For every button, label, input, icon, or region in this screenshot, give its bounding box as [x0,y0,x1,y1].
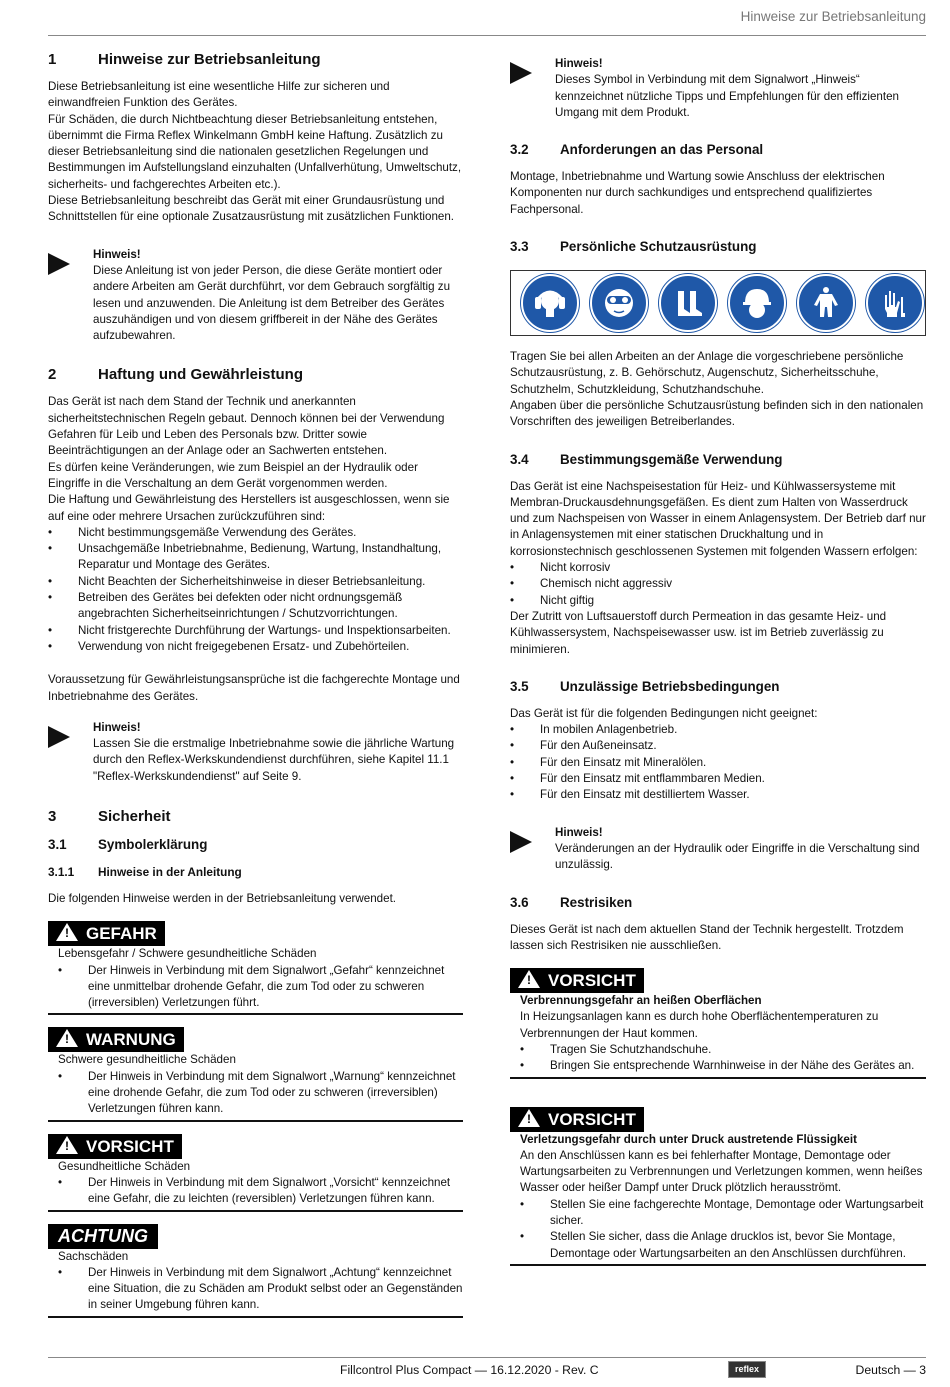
list-item: • Für den Einsatz mit destilliertem Wasser. [510,787,926,803]
note-title: Hinweis! [555,825,603,839]
note-block [510,56,926,121]
note-arrow-icon [510,56,555,121]
section-title: Haftung und Gewährleistung [98,366,303,384]
paragraph: Angaben über die persönliche Schutzausrüstung befinden sich in den nationalen Vorschriften des jeweiligen Betreiberlandes. [510,398,924,429]
signal-word: VORSICHT [86,1136,174,1156]
section-3-heading [48,807,463,827]
section-number: 3.1 [48,836,67,852]
hard-hat-icon [728,274,786,332]
signal-word: VORSICHT [548,1109,636,1129]
safety-shoes-icon [659,274,717,332]
signal-block-gefahr [48,921,463,1015]
list-item: • Der Hinweis in Verbindung mit dem Signalwort „Gefahr“ kennzeichnet eine unmittelbar drohende Gefahr, die zum Tod oder zu schweren (irreversiblen) Verletzungen führt. [58,963,463,1012]
page-footer [48,1357,926,1387]
warning-triangle-icon: ! [518,970,540,988]
paragraph: Die Haftung und Gewährleistung des Herstellers ist ausgeschlossen, wenn sie auf eine oder mehrere Ursachen zurückzuführen sind: [48,493,450,523]
signal-block-vorsicht [48,1134,463,1212]
paragraph: Montage, Inbetriebnahme und Wartung sowie Anschluss der elektrischen Komponenten nur durch sachkundiges und entsprechend qualifiziertes Fachpersonal. [510,170,885,216]
warning-triangle-icon: ! [518,1109,540,1127]
page-header [0,0,950,36]
footer-document-info: Fillcontrol Plus Compact — 16.12.2020 - Rev. C [340,1363,599,1377]
signal-word: VORSICHT [548,971,636,991]
signal-badge [48,1134,182,1159]
warning-subtitle: Verbrennungsgefahr an heißen Oberflächen [520,994,762,1008]
list-item: • Chemisch nicht aggressiv [510,576,926,592]
signal-word: GEFAHR [86,924,157,944]
paragraph: Das Gerät ist nach dem Stand der Technik und anerkannten sicherheitstechnischen Regeln gebaut. Dennoch können bei der Verwendung Gefahren für Leib und Leben des Personals bzw. Dritter sowie Beeinträchtigungen an der Anlage oder an Sachwerten entstehen. [48,395,445,458]
section-2-heading [48,365,463,385]
section-title: Restrisiken [560,894,633,910]
section-number: 3.5 [510,678,529,694]
note-text: Lassen Sie die erstmalige Inbetriebnahme sowie die jährliche Wartung durch den Reflex-Werkskundendienst durchführen, siehe Kapitel 11.1 "Reflex-Werkskundendienst" auf Seite 9. [93,737,455,783]
list-item: • Betreiben des Gerätes bei defekten oder nicht ordnungsgemäß angebrachten Sicherheitseinrichtungen / Schutzvorrichtungen. [48,590,463,623]
right-column [510,56,926,1266]
list-item: • Unsachgemäße Inbetriebnahme, Bedienung, Wartung, Instandhaltung, Reparatur und Montage des Gerätes. [48,541,463,574]
signal-subtitle: Sachschäden [58,1249,129,1263]
note-title: Hinweis! [93,720,141,734]
signal-badge [48,1027,184,1052]
section-title: Symbolerklärung [98,836,208,852]
list-item: • Nicht korrosiv [510,560,926,576]
list-item: • Nicht giftig [510,593,926,609]
water-type-list [510,560,926,609]
paragraph: Diese Betriebsanleitung ist eine wesentliche Hilfe zur sicheren und einwandfreien Funktion des Gerätes. [48,80,390,110]
warning-triangle-icon: ! [56,1029,78,1047]
section-3-1-1-heading [48,864,463,880]
note-arrow-icon [48,247,93,345]
ear-protection-icon [521,274,579,332]
paragraph: Tragen Sie bei allen Arbeiten an der Anlage die vorgeschriebene persönliche Schutzausrüstung, z. B. Gehörschutz, Augenschutz, Sicherheitsschuhe, Schutzhelm, Schutzkleidung, Schutzhandschuhe. [510,350,904,396]
signal-word: WARNUNG [86,1030,176,1050]
note-title: Hinweis! [555,57,603,70]
warning-subtitle: Verletzungsgefahr durch unter Druck austretende Flüssigkeit [520,1132,857,1146]
left-column [48,50,463,1318]
ppe-icon-strip [510,270,926,336]
section-number: 3.3 [510,239,529,255]
footer-page-number: Deutsch — 3 [855,1363,926,1377]
section-title: Unzulässige Betriebsbedingungen [560,678,780,694]
signal-badge [510,1107,644,1132]
signal-block-warnung [48,1027,463,1121]
paragraph: Es dürfen keine Veränderungen, wie zum Beispiel an der Hydraulik oder Eingriffe in die Verschaltung an dem Gerät vorgenommen werden. [48,460,418,490]
section-3-3-heading [510,238,926,256]
gloves-icon [866,274,924,332]
paragraph: Das Gerät ist eine Nachspeisestation für Heiz- und Kühlwassersysteme mit Membran-Druckausdehnungsgefäßen. Es dient zum Halten von Wasserdruck und zum Nachspeisen von Wasser in einem Anlagensystem. Der Betrieb darf nur in Anlagensystemen mit einer statischen Druckhaltung und in korrosionstechnisch geschlossenen Systemen mit folgenden Wassern erfolgen: [510,479,926,558]
paragraph: Voraussetzung für Gewährleistungsansprüche ist die fachgerechte Montage und Inbetriebnahme des Gerätes. [48,673,460,703]
note-text: Dieses Symbol in Verbindung mit dem Signalwort „Hinweis“ kennzeichnet nützliche Tipps und Empfehlungen für den effizienten Umgang mit dem Produkt. [555,73,899,119]
section-3-6-heading [510,894,926,912]
warning-text: In Heizungsanlagen kann es durch hohe Oberflächentemperaturen zu Verbrennungen der Haut kommen. [520,1010,879,1040]
list-item: • Nicht fristgerechte Durchführung der Wartungs- und Inspektionsarbeiten. [48,623,463,639]
section-title: Sicherheit [98,807,171,825]
signal-subtitle: Schwere gesundheitliche Schäden [58,1053,236,1067]
list-item: • Bringen Sie entsprechende Warnhinweise in der Nähe des Gerätes an. [520,1058,926,1074]
note-text: Veränderungen an der Hydraulik oder Eingriffe in die Verschaltung sind unzulässig. [555,841,920,872]
paragraph: Diese Betriebsanleitung beschreibt das Gerät mit einer Grundausrüstung und Schnittstellen für eine optionale Zusatzausrüstung mit zusätzlichen Funktionen. [48,194,455,224]
reflex-logo: reflex [728,1361,766,1378]
section-3-5-heading [510,678,926,696]
list-item: • Verwendung von nicht freigegebenen Ersatz- und Zubehörteilen. [48,639,463,655]
warning-block-pressure [510,1107,926,1266]
note-block [48,247,463,345]
list-item: • Für den Außeneinsatz. [510,738,926,754]
list-item: • Stellen Sie sicher, dass die Anlage drucklos ist, bevor Sie Montage, Demontage oder Wartungsarbeiten an den Anschlüssen durchführen. [520,1229,926,1262]
paragraph: Der Zutritt von Luftsauerstoff durch Permeation in das gesamte Heiz- und Kühlwassersystem, Nachspeisewasser usw. ist im Betrieb zuverlässig zu minimieren. [510,609,887,656]
signal-word: ACHTUNG [58,1225,148,1246]
note-block [48,720,463,785]
note-title: Hinweis! [93,247,141,261]
section-title: Anforderungen an das Personal [560,142,764,158]
list-item: • Der Hinweis in Verbindung mit dem Signalwort „Vorsicht“ kennzeichnet eine Gefahr, die zu leichten (reversiblen) Verletzungen führen kann. [58,1175,463,1208]
note-arrow-icon [48,720,93,785]
list-item: • Stellen Sie eine fachgerechte Montage, Demontage oder Wartungsarbeit sicher. [520,1197,926,1230]
conditions-list [510,722,926,803]
section-3-4-heading [510,451,926,469]
signal-subtitle: Gesundheitliche Schäden [58,1159,191,1173]
list-item: • Für den Einsatz mit entflammbaren Medien. [510,771,926,787]
signal-badge [48,1224,158,1249]
section-title: Persönliche Schutzausrüstung [560,239,757,255]
header-title: Hinweise zur Betriebsanleitung [740,9,926,24]
goggles-icon [590,274,648,332]
note-block [510,825,926,874]
section-title: Hinweise zur Betriebsanleitung [98,51,321,68]
signal-block-achtung [48,1224,463,1318]
section-number: 1 [48,51,57,68]
list-item: • Für den Einsatz mit Mineralölen. [510,755,926,771]
list-item: • Der Hinweis in Verbindung mit dem Signalwort „Warnung“ kennzeichnet eine drohende Gefahr, die zum Tod oder zu schweren (irreversiblen) Verletzungen führen kann. [58,1069,463,1118]
section-1-heading [48,50,463,70]
header-divider [48,35,926,36]
warning-text: An den Anschlüssen kann es bei fehlerhafter Montage, Demontage oder Wartungsarbeiten zu Verbrennungen und Verletzungen kommen, wenn heißes Wasser oder heißer Dampf unter Druck plötzlich herausströmt. [520,1148,923,1195]
signal-subtitle: Lebensgefahr / Schwere gesundheitliche Schäden [58,947,317,961]
section-3-1-heading [48,836,463,854]
list-item: • Nicht Beachten der Sicherheitshinweise in dieser Betriebsanleitung. [48,574,463,590]
paragraph: Die folgenden Hinweise werden in der Betriebsanleitung verwendet. [48,891,397,905]
note-text: Diese Anleitung ist von jeder Person, die diese Geräte montiert oder andere Arbeiten am Gerät durchführt, vor dem Gebrauch sorgfältig zu lesen und anzuwenden. Die Anleitung ist dem Betreiber des Gerätes auszuhändigen und von diesem griffbereit in der Nähe des Gerätes aufzubewahren. [93,263,451,343]
list-item: • Nicht bestimmungsgemäße Verwendung des Gerätes. [48,525,463,541]
list-item: • Der Hinweis in Verbindung mit dem Signalwort „Achtung“ kennzeichnet eine Situation, die zu Schäden am Produkt selbst oder an Gegenständen in seiner Umgebung führen kann. [58,1265,463,1314]
section-title: Hinweise in der Anleitung [98,864,242,879]
note-arrow-icon [510,825,555,874]
section-number: 3.6 [510,894,529,910]
section-number: 3.2 [510,142,529,158]
protective-clothing-icon [797,274,855,332]
signal-badge [510,968,644,993]
paragraph: Dieses Gerät ist nach dem aktuellen Stand der Technik hergestellt. Trotzdem lassen sich Restrisiken nie ausschließen. [510,922,904,952]
warning-triangle-icon: ! [56,1136,78,1154]
signal-badge [48,921,165,946]
liability-list [48,525,463,655]
section-title: Bestimmungsgemäße Verwendung [560,451,783,467]
section-number: 3 [48,807,57,825]
section-number: 2 [48,366,57,384]
section-number: 3.1.1 [48,864,75,879]
section-3-2-heading [510,141,926,159]
warning-block-burns [510,968,926,1078]
warning-triangle-icon: ! [56,923,78,941]
section-number: 3.4 [510,451,529,467]
list-item: • Tragen Sie Schutzhandschuhe. [520,1042,926,1058]
paragraph: Das Gerät ist für die folgenden Bedingungen nicht geeignet: [510,706,818,720]
list-item: • In mobilen Anlagenbetrieb. [510,722,926,738]
footer-divider [48,1357,926,1358]
paragraph: Für Schäden, die durch Nichtbeachtung dieser Betriebsanleitung entstehen, übernimmt die Firma Reflex Winkelmann GmbH keine Haftung. Zusätzlich zu dieser Betriebsanleitung sind die nationalen gesetzlichen Regelungen und Bestimmungen im Aufstellungsland einzuhalten (Unfallverhütung, Umweltschutz, sicherheits- und fachgerechtes Arbeiten etc.). [48,112,462,191]
